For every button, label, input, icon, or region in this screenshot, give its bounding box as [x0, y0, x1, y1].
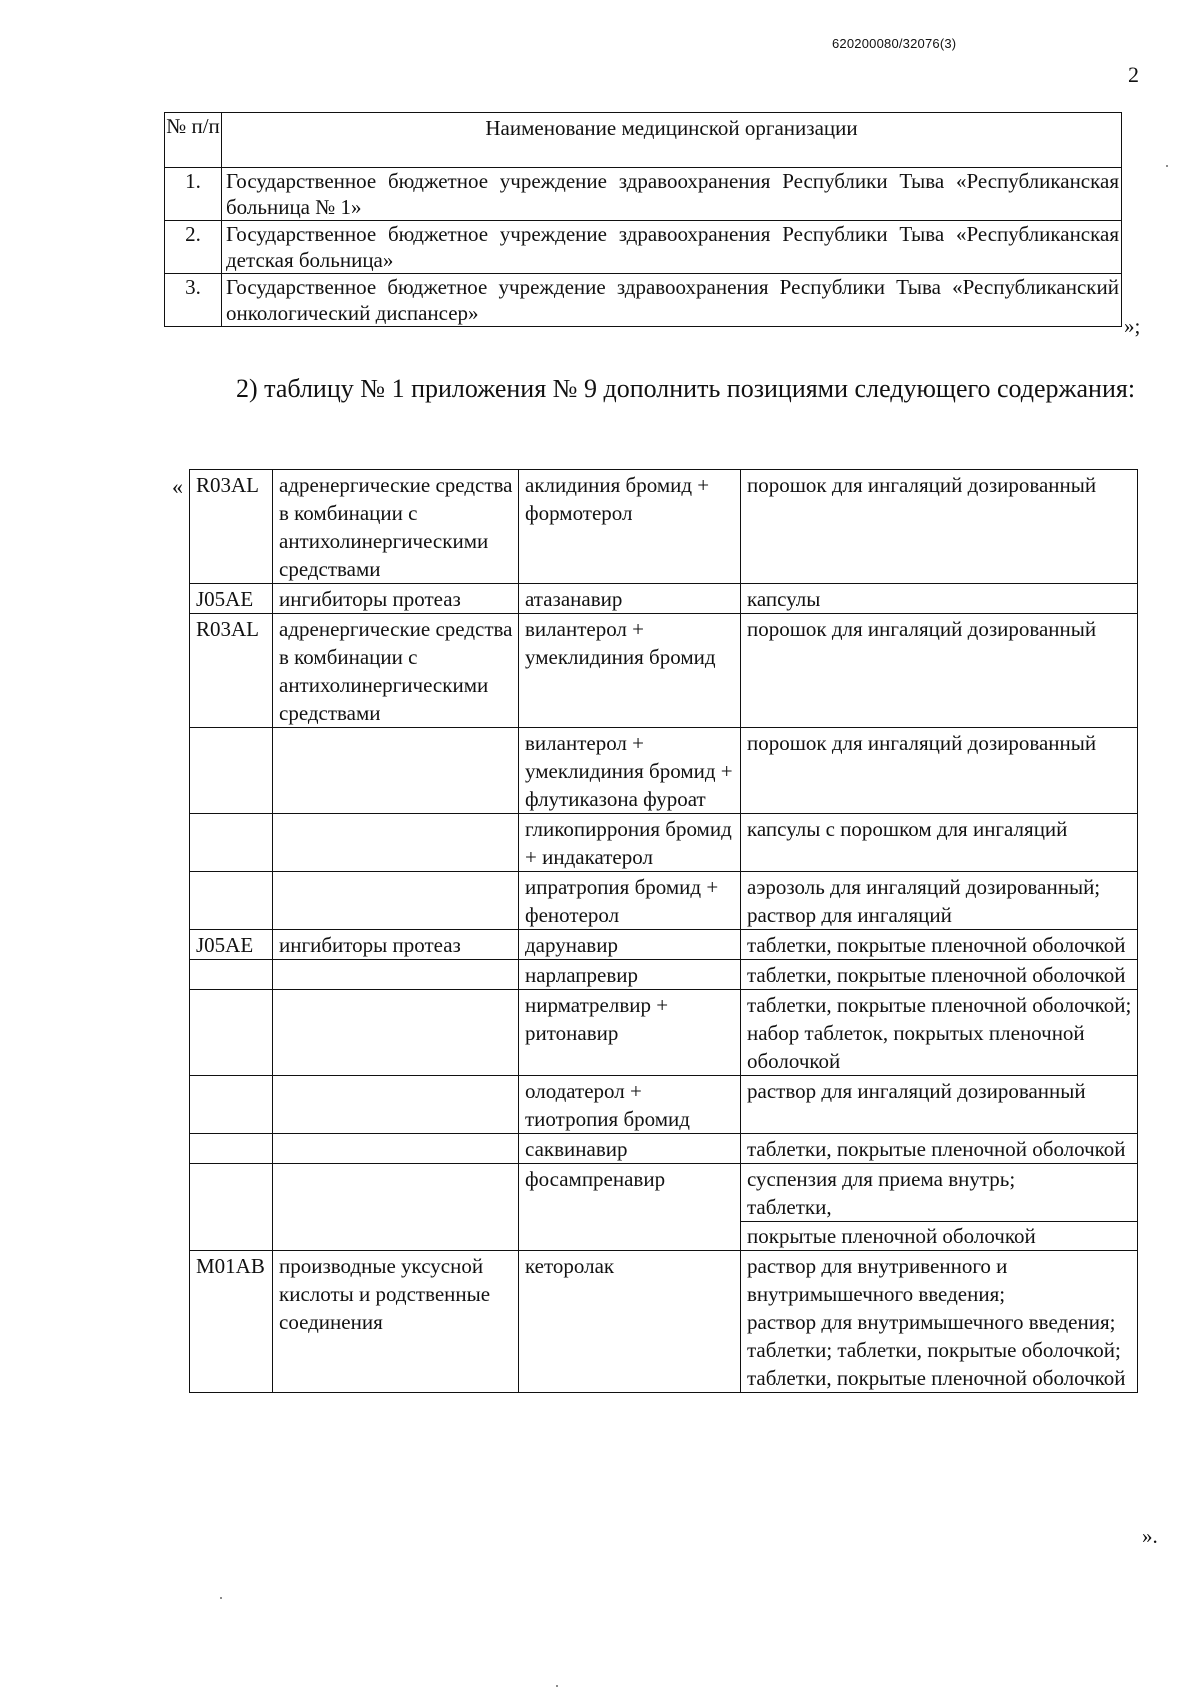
drug-name-cell: атазанавир: [519, 584, 741, 614]
atc-code-cell: [190, 1134, 273, 1164]
dosage-form-cell: аэрозоль для ингаляций дозированный; раствор для ингаляций: [741, 872, 1138, 930]
table-row: [190, 1251, 1138, 1393]
pharmacological-group-cell: [273, 990, 519, 1076]
drug-name-cell: кеторолак: [519, 1251, 741, 1393]
drug-name-cell: олодатерол + тиотропия бромид: [519, 1076, 741, 1134]
table-row: [190, 930, 1138, 960]
row-number: 2.: [165, 221, 222, 274]
table-row: [165, 274, 1122, 327]
pharmacological-group-cell: ингибиторы протеаз: [273, 584, 519, 614]
atc-code-cell: [190, 990, 273, 1076]
pharmacological-group-cell: [273, 872, 519, 930]
table-row: [190, 1134, 1138, 1164]
table-row: [190, 614, 1138, 728]
atc-code-cell: [190, 1164, 273, 1251]
row-number: 3.: [165, 274, 222, 327]
atc-code-cell: J05AE: [190, 930, 273, 960]
table-row: [190, 814, 1138, 872]
row-number: 1.: [165, 168, 222, 221]
drug-name-cell: нарлапревир: [519, 960, 741, 990]
drug-table: [189, 469, 1138, 1393]
drug-name-cell: аклидиния бромид + формотерол: [519, 470, 741, 584]
atc-code-cell: M01AB: [190, 1251, 273, 1393]
pharmacological-group-cell: [273, 1134, 519, 1164]
dosage-form-cell: таблетки, покрытые пленочной оболочкой: [741, 1134, 1138, 1164]
pharmacological-group-cell: производные уксусной кислоты и родственные соединения: [273, 1251, 519, 1393]
table-row: [190, 960, 1138, 990]
amendment-paragraph: 2) таблицу № 1 приложения № 9 дополнить позициями следующего содержания:: [236, 374, 1136, 403]
closing-quote-mark: ».: [1142, 1524, 1158, 1548]
atc-code-cell: [190, 960, 273, 990]
dosage-form-text-extra: покрытые пленочной оболочкой: [747, 1224, 1036, 1248]
opening-quote-mark: «: [172, 474, 183, 499]
pharmacological-group-cell: [273, 814, 519, 872]
table-row: [190, 728, 1138, 814]
atc-code-cell: [190, 814, 273, 872]
dosage-form-cell: таблетки, покрытые пленочной оболочкой; набор таблеток, покрытых пленочной оболочкой: [741, 990, 1138, 1076]
atc-code-cell: R03AL: [190, 614, 273, 728]
atc-code-cell: J05AE: [190, 584, 273, 614]
table-row: [165, 221, 1122, 274]
pharmacological-group-cell: адренергические средства в комбинации с антихолинергическими средствами: [273, 470, 519, 584]
dosage-form-text: суспензия для приема внутрь; таблетки,: [741, 1164, 1137, 1222]
dosage-form-cell: порошок для ингаляций дозированный: [741, 728, 1138, 814]
dosage-form-cell: раствор для внутривенного и внутримышечного введения; раствор для внутримышечного введения; таблетки; таблетки, покрытые оболочкой; таблетки, покрытые пленочной оболочкой: [741, 1251, 1138, 1393]
pharmacological-group-cell: [273, 960, 519, 990]
table-row: [190, 584, 1138, 614]
table-row: [190, 1164, 1138, 1251]
drug-name-cell: гликопиррония бромид + индакатерол: [519, 814, 741, 872]
dosage-form-cell: капсулы с порошком для ингаляций: [741, 814, 1138, 872]
pharmacological-group-cell: ингибиторы протеаз: [273, 930, 519, 960]
page-number: 2: [1128, 62, 1139, 87]
dosage-form-cell: порошок для ингаляций дозированный: [741, 614, 1138, 728]
atc-code-cell: [190, 1076, 273, 1134]
drug-name-cell: фосампренавир: [519, 1164, 741, 1251]
drug-name-cell: дарунавир: [519, 930, 741, 960]
drug-name-cell: ипратропия бромид + фенотерол: [519, 872, 741, 930]
atc-code-cell: [190, 728, 273, 814]
organizations-table: [164, 112, 1122, 327]
drug-name-cell: нирматрелвир + ритонавир: [519, 990, 741, 1076]
dosage-form-cell: [741, 1164, 1138, 1251]
pharmacological-group-cell: [273, 1164, 519, 1251]
table-row: [190, 990, 1138, 1076]
table-row: [190, 1076, 1138, 1134]
drug-name-cell: вилантерол + умеклидиния бромид + флутиказона фуроат: [519, 728, 741, 814]
closing-quote-mark: »;: [1124, 314, 1141, 338]
scan-speck: [220, 1597, 222, 1599]
drug-name-cell: саквинавир: [519, 1134, 741, 1164]
dosage-form-cell: раствор для ингаляций дозированный: [741, 1076, 1138, 1134]
table-row: [190, 872, 1138, 930]
organization-name: Государственное бюджетное учреждение здравоохранения Республики Тыва «Республиканский онкологический диспансер»: [222, 274, 1122, 327]
organization-name: Государственное бюджетное учреждение здравоохранения Республики Тыва «Республиканская детская больница»: [222, 221, 1122, 274]
table-row: [165, 168, 1122, 221]
pharmacological-group-cell: адренергические средства в комбинации с антихолинергическими средствами: [273, 614, 519, 728]
dosage-form-cell: порошок для ингаляций дозированный: [741, 470, 1138, 584]
table-row: [190, 470, 1138, 584]
table-header-row: [165, 113, 1122, 168]
dosage-form-cell: таблетки, покрытые пленочной оболочкой: [741, 930, 1138, 960]
scan-speck: [1166, 165, 1168, 167]
atc-code-cell: [190, 872, 273, 930]
column-header-number: № п/п: [165, 113, 222, 168]
drug-name-cell: вилантерол + умеклидиния бромид: [519, 614, 741, 728]
organization-name: Государственное бюджетное учреждение здравоохранения Республики Тыва «Республиканская больница № 1»: [222, 168, 1122, 221]
scan-speck: [556, 1685, 558, 1687]
document-id: 620200080/32076(3): [832, 36, 957, 51]
dosage-form-cell: капсулы: [741, 584, 1138, 614]
column-header-name: Наименование медицинской организации: [222, 113, 1122, 168]
pharmacological-group-cell: [273, 728, 519, 814]
dosage-form-cell: таблетки, покрытые пленочной оболочкой: [741, 960, 1138, 990]
atc-code-cell: R03AL: [190, 470, 273, 584]
pharmacological-group-cell: [273, 1076, 519, 1134]
